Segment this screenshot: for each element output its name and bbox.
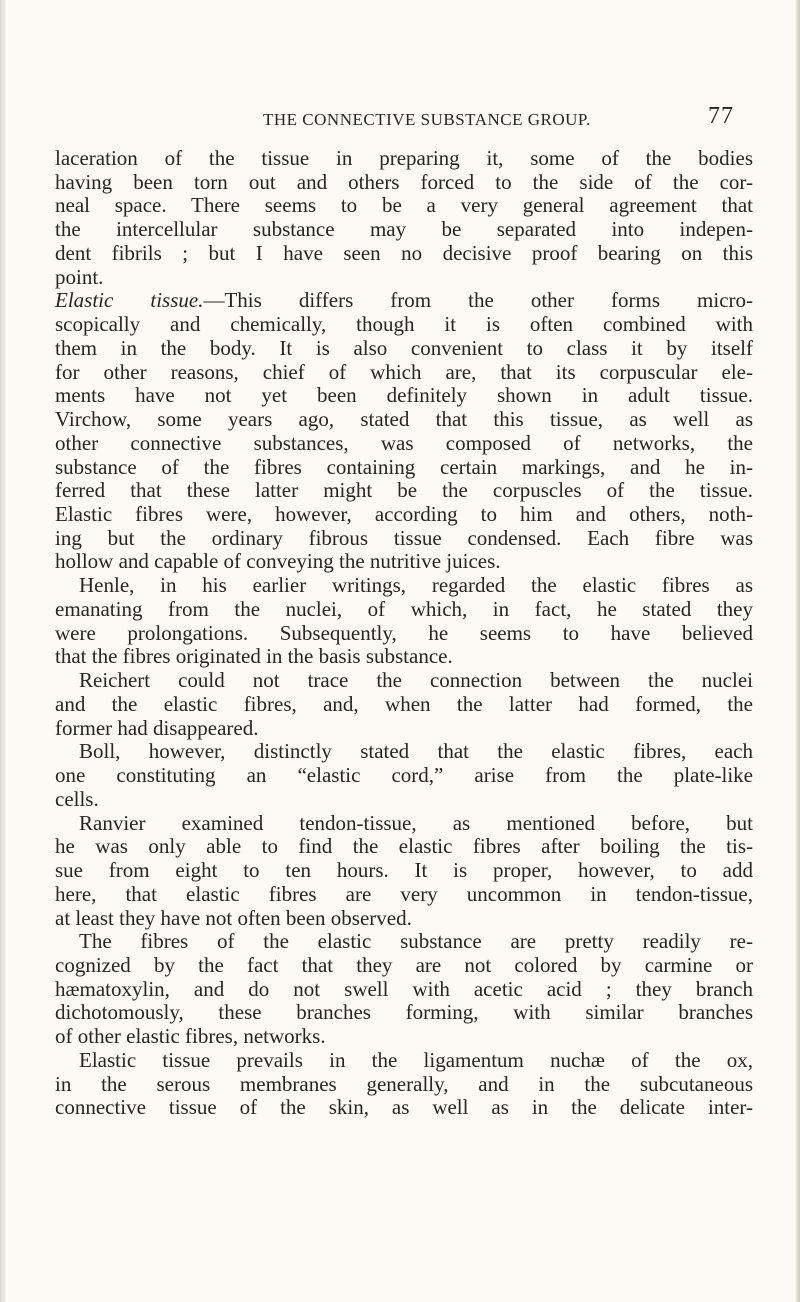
text-line: other connective substances, was composed of networks, the bbox=[55, 430, 753, 455]
text-line: having been torn out and others forced to the side of the cor- bbox=[55, 169, 753, 194]
text-line: Henle, in his earlier writings, regarded the elastic fibres as bbox=[79, 573, 753, 598]
text-line: in the serous membranes generally, and in the subcutaneous bbox=[55, 1071, 753, 1096]
text-line: sue from eight to ten hours. It is proper, however, to add bbox=[55, 858, 753, 883]
text-line: The fibres of the elastic substance are pretty readily re- bbox=[79, 929, 753, 954]
text-line: of other elastic fibres, networks. bbox=[55, 1024, 326, 1049]
text-line: scopically and chemically, though it is often combined with bbox=[55, 312, 753, 337]
text-line: Ranvier examined tendon-tissue, as mentioned before, but bbox=[79, 810, 753, 835]
page-edge-right bbox=[795, 0, 800, 1302]
text-line: laceration of the tissue in preparing it, some of the bodies bbox=[55, 146, 753, 170]
text-line: he was only able to find the elastic fibres after boiling the tis- bbox=[55, 834, 753, 859]
text-line: connective tissue of the skin, as well as in the delicate inter- bbox=[55, 1095, 753, 1120]
section-heading-elastic-tissue: Elastic tissue. bbox=[55, 288, 204, 313]
page-number: 77 bbox=[708, 103, 734, 129]
text-line: hæmatoxylin, and do not swell with acetic acid ; they branch bbox=[55, 976, 753, 1001]
page-edge-left bbox=[0, 0, 6, 1302]
text-line: Boll, however, distinctly stated that the elastic fibres, each bbox=[79, 739, 753, 764]
text-line: neal space. There seems to be a very general agreement that bbox=[55, 193, 753, 218]
text-line: point. bbox=[55, 264, 104, 289]
text-line: emanating from the nuclei, of which, in fact, he stated they bbox=[55, 596, 753, 621]
text-line: ferred that these latter might be the corpuscles of the tissue. bbox=[55, 478, 753, 503]
text-line: substance of the fibres containing certain markings, and he in- bbox=[55, 454, 753, 479]
text-line: ing but the ordinary fibrous tissue condensed. Each fibre was bbox=[55, 525, 753, 550]
text-line: them in the body. It is also convenient to class it by itself bbox=[55, 335, 753, 360]
running-head: THE CONNECTIVE SUBSTANCE GROUP. bbox=[263, 110, 591, 129]
text-line: cells. bbox=[55, 786, 99, 811]
body-text bbox=[55, 147, 753, 1120]
text-line: one constituting an “elastic cord,” arise from the plate-like bbox=[55, 763, 753, 788]
text-line: Elastic fibres were, however, according to him and others, noth- bbox=[55, 502, 753, 527]
text-line: dichotomously, these branches forming, with similar branches bbox=[55, 1000, 753, 1025]
elastic-tissue-line bbox=[55, 289, 753, 313]
text-line: Virchow, some years ago, stated that this tissue, as well as bbox=[55, 407, 753, 432]
text-line: Elastic tissue prevails in the ligamentum nuchæ of the ox, bbox=[79, 1047, 753, 1072]
text-line: and the elastic fibres, and, when the latter had formed, the bbox=[55, 691, 753, 716]
text-line: Reichert could not trace the connection between the nuclei bbox=[79, 668, 753, 693]
text-line: ments have not yet been definitely shown in adult tissue. bbox=[55, 383, 753, 408]
elastic-tissue-line-rest: —This differs from the other forms micro- bbox=[203, 288, 753, 313]
text-line: here, that elastic fibres are very uncommon in tendon-tissue, bbox=[55, 881, 753, 906]
text-line: former had disappeared. bbox=[55, 715, 259, 740]
text-line: hollow and capable of conveying the nutritive juices. bbox=[55, 549, 501, 574]
text-line: that the fibres originated in the basis substance. bbox=[55, 644, 453, 669]
text-line: for other reasons, chief of which are, that its corpuscular ele- bbox=[55, 359, 753, 384]
text-line: at least they have not often been observed. bbox=[55, 905, 412, 930]
text-line: were prolongations. Subsequently, he seems to have believed bbox=[55, 620, 753, 645]
text-line: the intercellular substance may be separated into indepen- bbox=[55, 217, 753, 242]
text-line: dent fibrils ; but I have seen no decisive proof bearing on this bbox=[55, 240, 753, 265]
text-line: cognized by the fact that they are not colored by carmine or bbox=[55, 952, 753, 977]
